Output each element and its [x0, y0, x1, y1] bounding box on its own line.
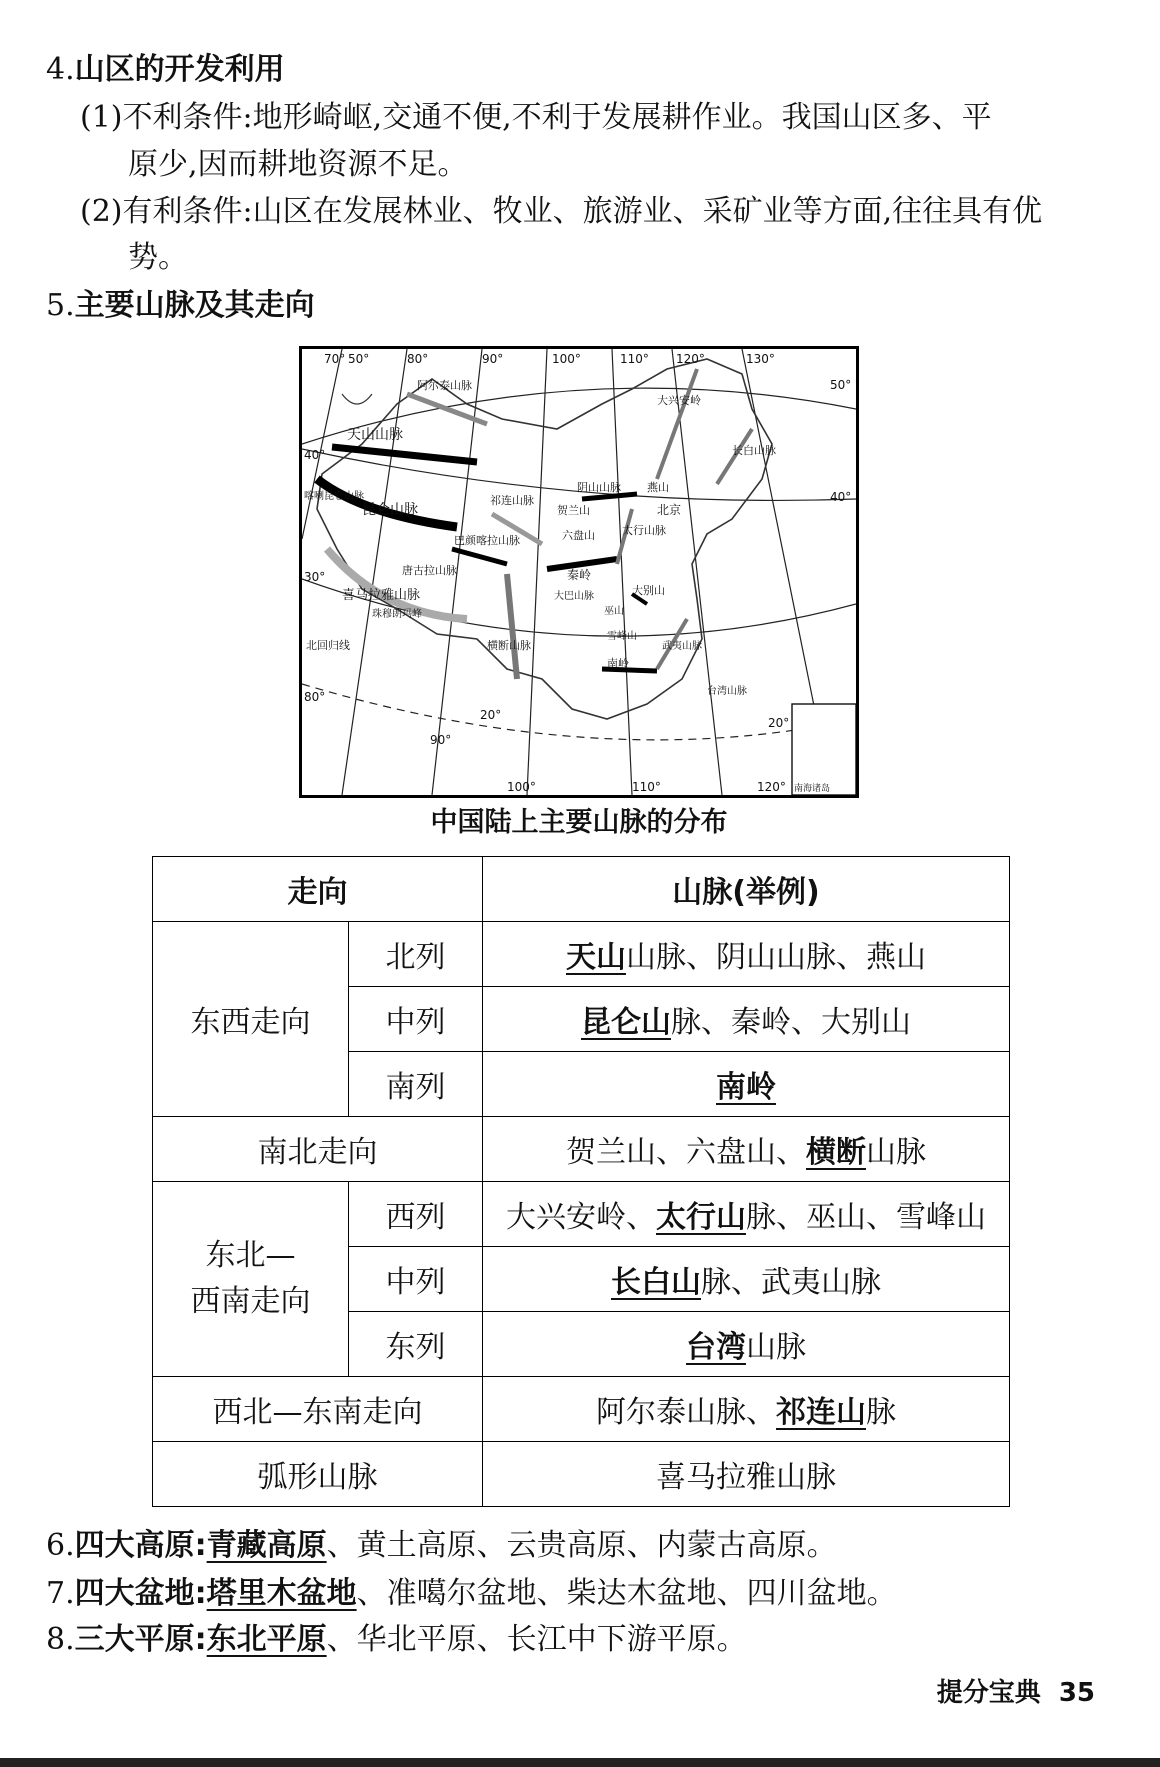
section-6 [46, 1526, 837, 1566]
row-west-label: 西列 [349, 1182, 483, 1247]
hengduan-range [507, 574, 517, 679]
range-text: 贺兰山、六盘山、 [566, 1135, 806, 1170]
daxinganling-label: 大兴安岭 [657, 394, 701, 407]
section-5-heading [46, 286, 315, 326]
helan-label: 贺兰山 [557, 504, 590, 517]
row-ns-ranges [483, 1117, 1010, 1182]
nanling-label: 南岭 [607, 657, 629, 670]
range-text: 山脉 [866, 1135, 926, 1170]
key-range: 太行山 [656, 1200, 746, 1235]
inset-box [792, 704, 856, 795]
key-range: 昆仑山 [581, 1005, 671, 1040]
row-middle-label: 中列 [349, 987, 483, 1052]
header-direction: 走向 [153, 857, 483, 922]
key-range: 长白山 [611, 1265, 701, 1300]
tropic-label: 北回归线 [306, 639, 350, 652]
ew-direction-cell: 东西走向 [153, 922, 349, 1117]
section-number: 8. [46, 1622, 75, 1657]
tanggula-label: 唐古拉山脉 [402, 564, 457, 577]
table-row [153, 1182, 1010, 1247]
book-title: 提分宝典 [936, 1678, 1041, 1708]
lon-label-130: 130° [746, 352, 775, 366]
longitude-110-line [612, 349, 632, 795]
lat-label-20-bottom: 20° [480, 708, 502, 722]
section-text: 、准噶尔盆地、柴达木盆地、四川盆地。 [356, 1576, 897, 1611]
beijing-label: 北京 [657, 503, 682, 517]
key-term: 东北平原 [206, 1622, 327, 1657]
section-number: 5. [46, 288, 75, 323]
paragraph-favorable-cont: 势。 [128, 240, 188, 275]
lon-label-100-bottom: 100° [507, 780, 536, 794]
section-number: 7. [46, 1576, 75, 1611]
table-row [153, 1117, 1010, 1182]
lon-label-110-bottom: 110° [632, 780, 661, 794]
paragraph-favorable: (2)有利条件:山区在发展林业、牧业、旅游业、采矿业等方面,往往具有优 [80, 194, 1043, 229]
xuefeng-label: 雪峰山 [607, 631, 637, 642]
table-row [153, 1442, 1010, 1507]
lat-label-40-right: 40° [830, 490, 852, 504]
key-term: 塔里木盆地 [206, 1576, 357, 1611]
section-title: 三大平原: [74, 1622, 207, 1657]
tropic-line [302, 684, 856, 740]
lat-label-30: 30° [304, 570, 326, 584]
lake-outline [342, 394, 372, 404]
row-middle2-ranges [483, 1247, 1010, 1312]
paragraph-unfavorable: (1)不利条件:地形崎岖,交通不便,不利于发展耕作业。我国山区多、平 [80, 100, 992, 135]
key-term: 青藏高原 [206, 1528, 327, 1563]
wuyi-label: 武夷山脉 [662, 641, 702, 652]
page-number: 35 [1058, 1678, 1095, 1708]
section-title: 山区的开发利用 [74, 52, 285, 87]
section-7 [46, 1574, 897, 1614]
lat-label-50-top: 50° [348, 352, 370, 366]
dabie-label: 大别山 [632, 584, 665, 597]
row-middle-ranges [483, 987, 1010, 1052]
daba-label: 大巴山脉 [554, 591, 594, 602]
paragraph-unfavorable-cont: 原少,因而耕地资源不足。 [128, 147, 468, 182]
bayankala-label: 巴颜喀拉山脉 [454, 534, 520, 547]
row-middle2-label: 中列 [349, 1247, 483, 1312]
header-ranges: 山脉(举例) [483, 857, 1010, 922]
range-text: 脉、秦岭、大别山 [671, 1005, 911, 1040]
row-north-label: 北列 [349, 922, 483, 987]
row-north-ranges [483, 922, 1010, 987]
karakoram-label: 喀喇昆仑山脉 [304, 491, 364, 502]
range-text: 大兴安岭、 [506, 1200, 656, 1235]
direction-line-2: 西南走向 [190, 1284, 311, 1319]
key-range: 台湾 [686, 1330, 746, 1365]
row-east-ranges [483, 1312, 1010, 1377]
lon-label-80: 80° [407, 352, 429, 366]
table-header-row [153, 857, 1010, 922]
yinshan-label: 阴山山脉 [577, 481, 621, 494]
row-west-ranges [483, 1182, 1010, 1247]
row-east-label: 东列 [349, 1312, 483, 1377]
lon-label-100: 100° [552, 352, 581, 366]
section-title: 四大盆地: [74, 1576, 207, 1611]
lat-label-50: 50° [830, 378, 852, 392]
section-number: 4. [46, 52, 75, 87]
tianshan-label: 天山山脉 [347, 427, 403, 443]
key-range: 横断 [806, 1135, 866, 1170]
table-row [153, 922, 1010, 987]
row-south-label: 南列 [349, 1052, 483, 1117]
section-8 [46, 1620, 747, 1660]
kunlun-label: 昆仑山脉 [362, 502, 418, 518]
liupan-label: 六盘山 [562, 529, 595, 542]
row-arc-ranges: 喜马拉雅山脉 [483, 1442, 1010, 1507]
lon-label-120-bottom: 120° [757, 780, 786, 794]
lat-label-40-left: 40° [304, 448, 326, 462]
direction-line-1: 东北— [205, 1238, 296, 1273]
key-range: 祁连山 [776, 1395, 866, 1430]
map-caption: 中国陆上主要山脉的分布 [430, 807, 728, 838]
himalaya-label: 喜马拉雅山脉 [342, 588, 421, 603]
qilian-label: 祁连山脉 [490, 494, 534, 507]
mountain-direction-table [152, 856, 1010, 1507]
range-text: 脉、巫山、雪峰山 [746, 1200, 986, 1235]
mountain-map [299, 346, 859, 798]
range-text: 山脉、阴山山脉、燕山 [626, 940, 926, 975]
key-range: 南岭 [716, 1070, 776, 1105]
hengduan-label: 横断山脉 [487, 639, 531, 652]
page-footer [937, 1672, 1095, 1709]
mountain-map-svg [302, 349, 856, 795]
nesw-direction-cell [153, 1182, 349, 1377]
qomolangma-label: 珠穆朗玛峰 [372, 609, 422, 620]
section-text: 、黄土高原、云贵高原、内蒙古高原。 [326, 1528, 837, 1563]
ns-direction-cell: 南北走向 [153, 1117, 483, 1182]
wushan-label: 巫山 [604, 606, 624, 617]
yanshan-label: 燕山 [647, 481, 669, 494]
lat-label-20-right: 20° [768, 716, 790, 730]
section-text: 、华北平原、长江中下游平原。 [326, 1622, 747, 1657]
range-text: 脉、武夷山脉 [701, 1265, 881, 1300]
bottom-bar [0, 1758, 1160, 1767]
nwse-direction-cell: 西北—东南走向 [153, 1377, 483, 1442]
range-text: 山脉 [746, 1330, 806, 1365]
row-nwse-ranges [483, 1377, 1010, 1442]
lon-label-90: 90° [482, 352, 504, 366]
lon-label-80-left: 80° [304, 690, 326, 704]
altai-label: 阿尔泰山脉 [417, 379, 472, 392]
lon-label-110: 110° [620, 352, 649, 366]
changbai-label: 长白山脉 [732, 444, 776, 457]
longitude-100-line [527, 349, 547, 795]
section-4-heading [46, 50, 285, 90]
daxinganling-range [657, 369, 697, 479]
key-range: 天山 [566, 940, 626, 975]
taihang-label: 太行山脉 [622, 524, 666, 537]
section-number: 6. [46, 1528, 75, 1563]
yinshan-range [582, 494, 637, 499]
taiwan-label: 台湾山脉 [707, 686, 747, 697]
section-title: 主要山脉及其走向 [74, 288, 315, 323]
arc-direction-cell: 弧形山脉 [153, 1442, 483, 1507]
lon-label-70: 70° [324, 352, 346, 366]
range-text: 脉 [866, 1395, 896, 1430]
range-text: 阿尔泰山脉、 [596, 1395, 776, 1430]
lon-label-120: 120° [676, 352, 705, 366]
table-row [153, 1377, 1010, 1442]
qinling-label: 秦岭 [567, 568, 592, 582]
inset-label: 南海诸岛 [794, 784, 831, 794]
row-south-ranges [483, 1052, 1010, 1117]
bayankala-range [452, 549, 507, 564]
section-title: 四大高原: [74, 1528, 207, 1563]
lon-label-90-bottom: 90° [430, 733, 452, 747]
